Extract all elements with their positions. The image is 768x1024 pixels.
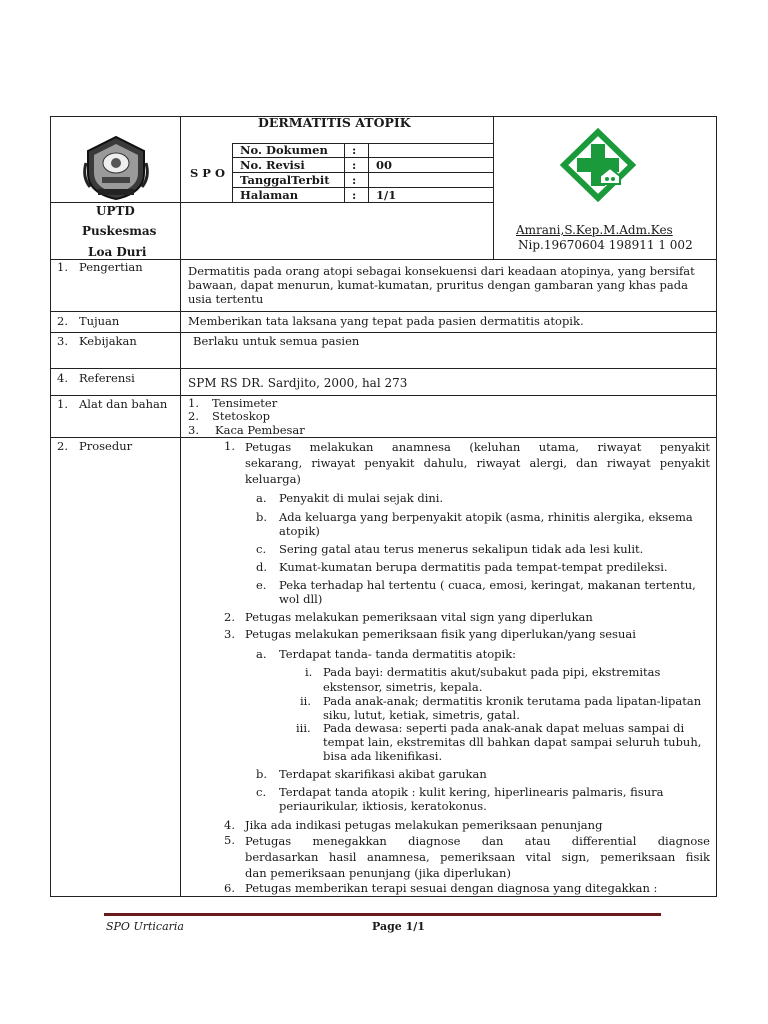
alat-item: Stetoskop [212,409,271,423]
spo-label: S P O [190,166,225,180]
substep-text: Penyakit di mulai sejak dini. [279,491,444,505]
frame-right [716,116,717,897]
org-location: Loa Duri [88,245,147,259]
doc-label-dokumen: No. Dokumen [240,143,328,157]
step-line: sekarang, riwayat penyakit dahulu, riwayat alergi, dan riwayat penyakit [245,456,710,470]
label-referensi: Referensi [79,371,135,385]
pengertian-text [188,264,708,306]
label-prosedur-num: 2. [57,439,68,453]
doc-vline-left [232,143,233,203]
step-number: 2. [224,610,235,624]
step-text: Petugas melakukan pemeriksaan vital sign yang diperlukan [245,610,593,624]
substep-text: wol dll) [279,592,323,606]
roman-text: Pada bayi: dermatitis akut/subakut pada pipi, ekstremitas [323,665,661,679]
step-line: Petugas menegakkan diagnose dan atau differential diagnose [245,834,710,848]
label-pengertian: Pengertian [79,260,143,274]
label-tujuan-num: 2. [57,314,68,328]
substep-text: Peka terhadap hal tertentu ( cuaca, emosi, keringat, makanan tertentu, [279,578,696,592]
org-uptd: UPTD [96,204,135,218]
body-vline [180,259,181,897]
doc-sep-revisi: : [352,158,357,172]
org-puskesmas: Puskesmas [82,224,157,238]
doc-sep-dokumen: : [352,143,357,157]
alat-item-num: 2. [188,409,199,423]
alat-item: Kaca Pembesar [215,423,305,437]
label-referensi-num: 4. [57,371,68,385]
label-prosedur: Prosedur [79,439,133,453]
substep-text: Terdapat tanda atopik : kulit kering, hiperlinearis palmaris, fisura [279,785,664,799]
frame-bottom [50,896,717,897]
row-sep-1 [50,311,717,312]
label-alat: Alat dan bahan [79,397,168,411]
roman-number: iii. [296,721,311,735]
step-text [245,439,710,487]
step-number: 6. [224,881,235,895]
footer-rule [104,913,661,916]
substep-letter: a. [256,491,267,505]
step-number: 1. [224,439,235,453]
alat-item-num: 1. [188,396,199,410]
roman-text: Pada dewasa: seperti pada anak-anak dapat meluas sampai di [323,721,685,735]
substep-text: Sering gatal atau terus menerus sekalipun tidak ada lesi kulit. [279,542,644,556]
doc-vline-val [368,143,369,203]
frame-left [50,116,51,897]
label-tujuan: Tujuan [79,314,120,328]
row-sep-3 [50,368,717,369]
header-bottom [50,259,717,260]
substep-text: Terdapat tanda- tanda dermatitis atopik: [279,647,517,661]
roman-text: tempat lain, ekstremitas dll bahkan dapat sampai seluruh tubuh, [323,735,702,749]
pengertian-line: usia tertentu [188,292,264,306]
doc-label-revisi: No. Revisi [240,158,305,172]
header-hline [50,202,494,203]
doc-sep-halaman: : [352,188,357,202]
roman-text: siku, lutut, ketiak, simetris, gatal. [323,708,520,722]
step-text: Petugas melakukan pemeriksaan fisik yang diperlukan/yang sesuai [245,627,636,641]
substep-text: Terdapat skarifikasi akibat garukan [279,767,487,781]
substep-text: periaurikular, iktiosis, keratokonus. [279,799,487,813]
kebijakan-text: Berlaku untuk semua pasien [193,334,360,348]
substep-letter: d. [256,560,268,574]
step-number: 3. [224,627,235,641]
step-text: Petugas memberikan terapi sesuai dengan diagnosa yang ditegakkan : [245,881,658,895]
referensi-text: SPM RS DR. Sardjito, 2000, hal 273 [188,376,408,390]
step-line: berdasarkan hasil anamnesa, pemeriksaan vital sign, pemeriksaan fisik [245,850,710,864]
substep-letter: e. [256,578,267,592]
doc-value-revisi: 00 [376,158,393,172]
page-title: DERMATITIS ATOPIK [258,115,411,130]
substep-text: atopik) [279,524,320,538]
step-number: 4. [224,818,235,832]
step-line: Petugas melakukan anamnesa (keluhan utama, riwayat penyakit [245,440,710,454]
substep-letter: c. [256,542,267,556]
roman-number: ii. [300,694,312,708]
tujuan-text: Memberikan tata laksana yang tepat pada pasien dermatitis atopik. [188,314,584,328]
label-pengertian-num: 1. [57,260,68,274]
pengertian-line: bawaan, dapat menurun, kumat-kumatan, pruritus dengan gambaran yang khas pada [188,278,688,292]
footer-doc-name: SPO Urticaria [106,920,184,933]
label-kebijakan: Kebijakan [79,334,137,348]
substep-letter: a. [256,647,267,661]
pengertian-line: Dermatitis pada orang atopi sebagai konsekuensi dari keadaan atopinya, yang bersifat [188,264,695,278]
step-number: 5. [224,833,235,847]
row-sep-5 [50,437,717,438]
label-alat-num: 1. [57,397,68,411]
step-text [245,833,710,881]
roman-text: ekstensor, simetris, kepala. [323,680,483,694]
header-vline-1 [180,116,181,260]
step-line: dan pemeriksaan penunjang (jika diperlukan) [245,866,511,880]
roman-number: i. [305,665,313,679]
puskesmas-logo-icon [560,128,636,202]
footer-page-number: Page 1/1 [372,920,425,933]
substep-letter: b. [256,510,268,524]
regional-emblem-icon [80,133,152,201]
doc-sep-tanggal: : [352,173,357,187]
step-line: keluarga) [245,472,301,486]
doc-value-halaman: 1/1 [376,188,397,202]
substep-letter: c. [256,785,267,799]
step-text: Jika ada indikasi petugas melakukan pemeriksaan penunjang [245,818,603,832]
row-sep-2 [50,332,717,333]
alat-item: Tensimeter [212,396,278,410]
substep-letter: b. [256,767,268,781]
roman-text: bisa ada likenifikasi. [323,749,443,763]
substep-text: Kumat-kumatan berupa dermatitis pada tempat-tempat predileksi. [279,560,668,574]
signer-nip: Nip.19670604 198911 1 002 [518,238,693,252]
roman-text: Pada anak-anak; dermatitis kronik terutama pada lipatan-lipatan [323,694,702,708]
label-kebijakan-num: 3. [57,334,68,348]
doc-vline-colon [344,143,345,203]
row-sep-4 [50,395,717,396]
doc-label-halaman: Halaman [240,188,299,202]
header-vline-2 [493,116,494,260]
doc-label-tanggal: TanggalTerbit [240,173,330,187]
signer-name: Amrani,S.Kep.M.Adm.Kes [516,223,673,237]
substep-text: Ada keluarga yang berpenyakit atopik (asma, rhinitis alergika, eksema [279,510,693,524]
alat-item-num: 3. [188,423,199,437]
